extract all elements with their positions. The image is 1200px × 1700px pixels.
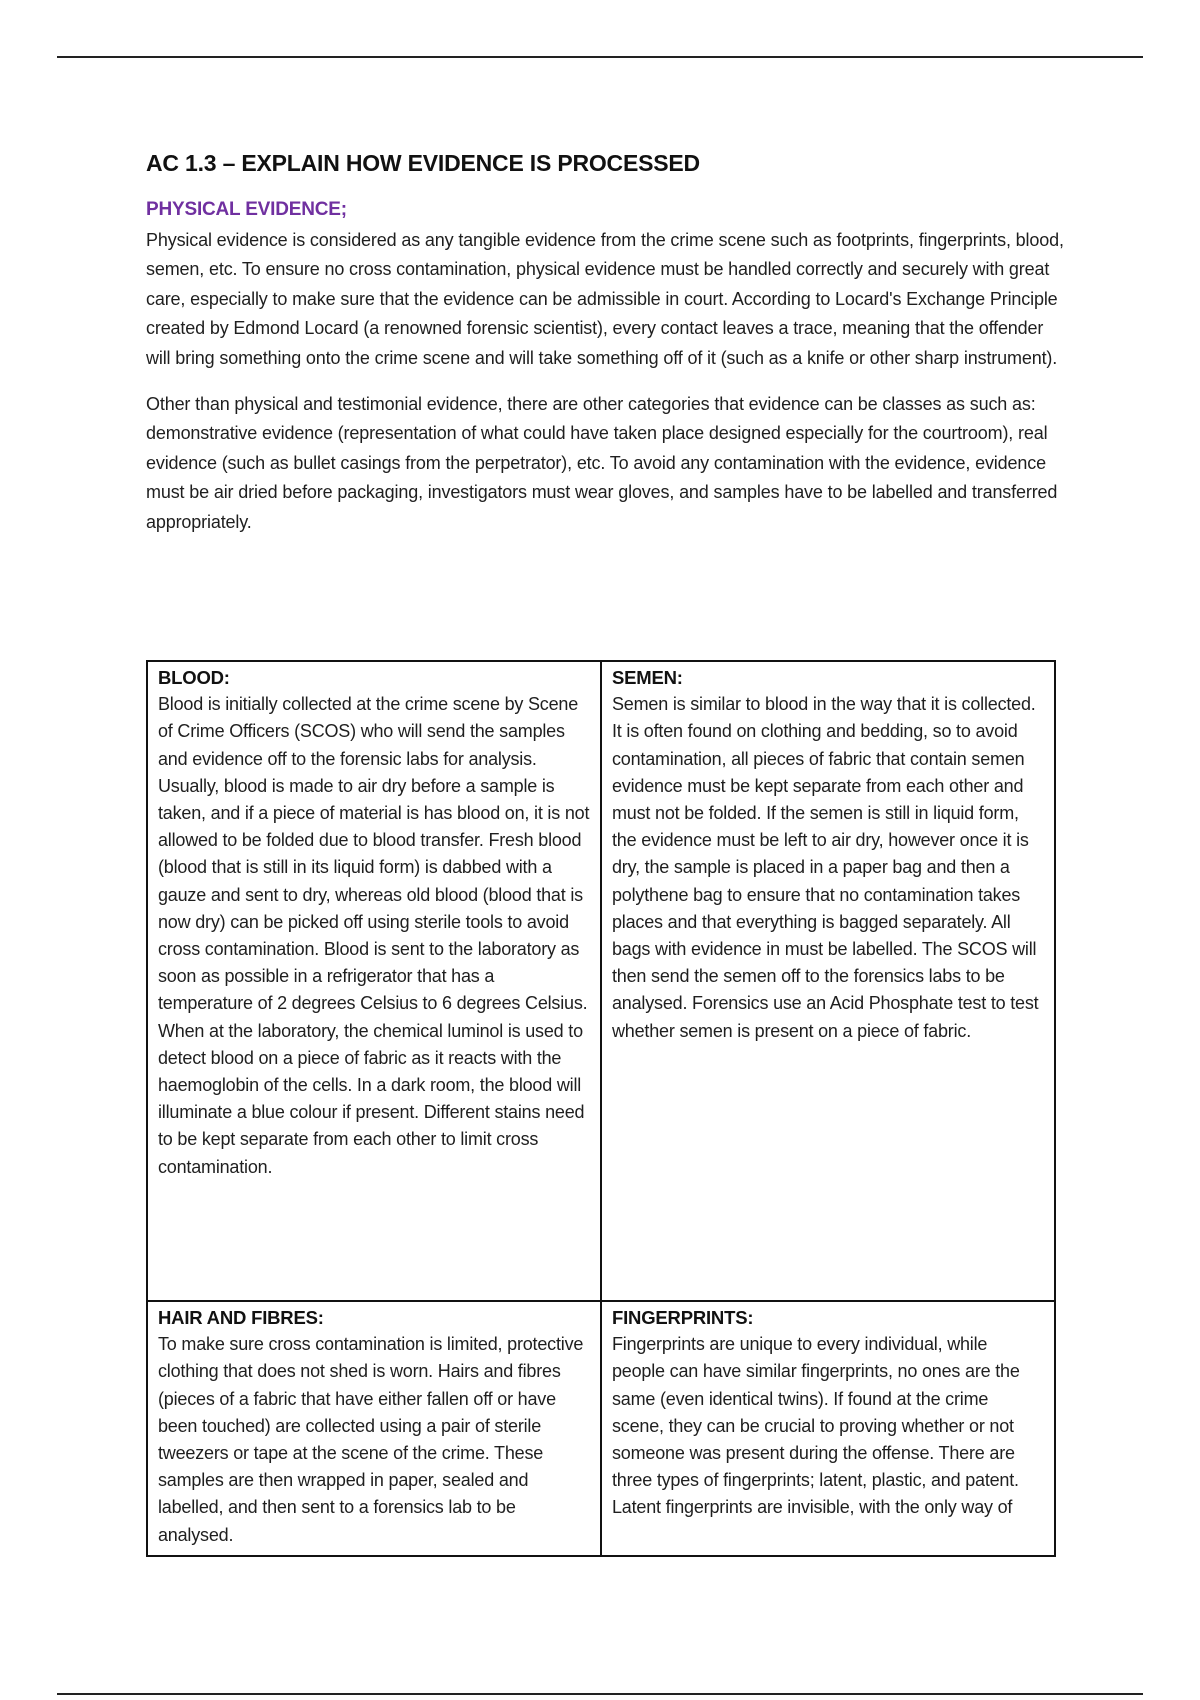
table-row [147, 1301, 1055, 1556]
header-rule [57, 56, 1143, 58]
cell-body-fingerprints: Fingerprints are unique to every individual, while people can have similar fingerprints, no ones are the same (even identical twins). If found at the crime scene, they can be crucial to proving whether or not someone was present during the offense. There are three types of fingerprints; latent, plastic, and patent. Latent fingerprints are invisible, with the only way of [612, 1334, 1020, 1518]
cell-heading-hair-fibres: HAIR AND FIBRES: [158, 1307, 324, 1328]
cell-fingerprints [601, 1301, 1055, 1556]
cell-semen [601, 661, 1055, 1301]
document-title: AC 1.3 – EXPLAIN HOW EVIDENCE IS PROCESSED [146, 150, 700, 176]
table-row [147, 661, 1055, 1301]
cell-heading-semen: SEMEN: [612, 667, 683, 688]
cell-body-blood: Blood is initially collected at the crime scene by Scene of Crime Officers (SCOS) who will send the samples and evidence off to the forensic labs for analysis. Usually, blood is made to air dry before a sample is taken, and if a piece of material is has blood on, it is not allowed to be folded due to blood transfer. Fresh blood (blood that is still in its liquid form) is dabbed with a gauze and sent to dry, whereas old blood (blood that is now dry) can be picked off using sterile tools to avoid cross contamination. Blood is sent to the laboratory as soon as possible in a refrigerator that has a temperature of 2 degrees Celsius to 6 degrees Celsius. When at the laboratory, the chemical luminol is used to detect blood on a piece of fabric as it reacts with the haemoglobin of the cells. In a dark room, the blood will illuminate a blue colour if present. Different stains need to be kept separate from each other to limit cross contamination. [158, 694, 590, 1177]
paragraph-evidence-categories: Other than physical and testimonial evidence, there are other categories that evidence can be classes as such as: demonstrative evidence (representation of what could have taken place designed especially for the courtroom), real evidence (such as bullet casings from the perpetrator), etc. To avoid any contamination with the evidence, evidence must be air dried before packaging, investigators must wear gloves, and samples have to be labelled and transferred appropriately. [146, 394, 1058, 532]
paragraph-physical-evidence: Physical evidence is considered as any tangible evidence from the crime scene such as footprints, fingerprints, blood, semen, etc. To ensure no cross contamination, physical evidence must be handled correctly and securely with great care, especially to make sure that the evidence can be admissible in court. According to Locard's Exchange Principle created by Edmond Locard (a renowned forensic scientist), every contact leaves a trace, meaning that the offender will bring something onto the crime scene and will take something off of it (such as a knife or other sharp instrument). [146, 230, 1064, 368]
evidence-table [146, 660, 1056, 1557]
cell-body-hair-fibres: To make sure cross contamination is limited, protective clothing that does not shed is worn. Hairs and fibres (pieces of a fabric that have either fallen off or have been touched) are collected using a pair of sterile tweezers or tape at the scene of the crime. These samples are then wrapped in paper, sealed and labelled, and then sent to a forensics lab to be analysed. [158, 1334, 584, 1545]
cell-hair-fibres [147, 1301, 601, 1556]
cell-body-semen: Semen is similar to blood in the way that it is collected. It is often found on clothing and bedding, so to avoid contamination, all pieces of fabric that contain semen evidence must be kept separate from each other and must not be folded. If the semen is still in liquid form, the evidence must be left to air dry, however once it is dry, the sample is placed in a paper bag and then a polythene bag to ensure that no contamination takes places and that everything is bagged separately. All bags with evidence in must be labelled. The SCOS will then send the semen off to the forensics labs to be analysed. Forensics use an Acid Phosphate test to test whether semen is present on a piece of fabric. [612, 694, 1039, 1041]
cell-heading-blood: BLOOD: [158, 667, 230, 688]
document-body [146, 148, 1066, 537]
cell-heading-fingerprints: FINGERPRINTS: [612, 1307, 754, 1328]
footer-rule [57, 1693, 1143, 1695]
section-heading-physical-evidence: PHYSICAL EVIDENCE; [146, 199, 347, 220]
cell-blood [147, 661, 601, 1301]
